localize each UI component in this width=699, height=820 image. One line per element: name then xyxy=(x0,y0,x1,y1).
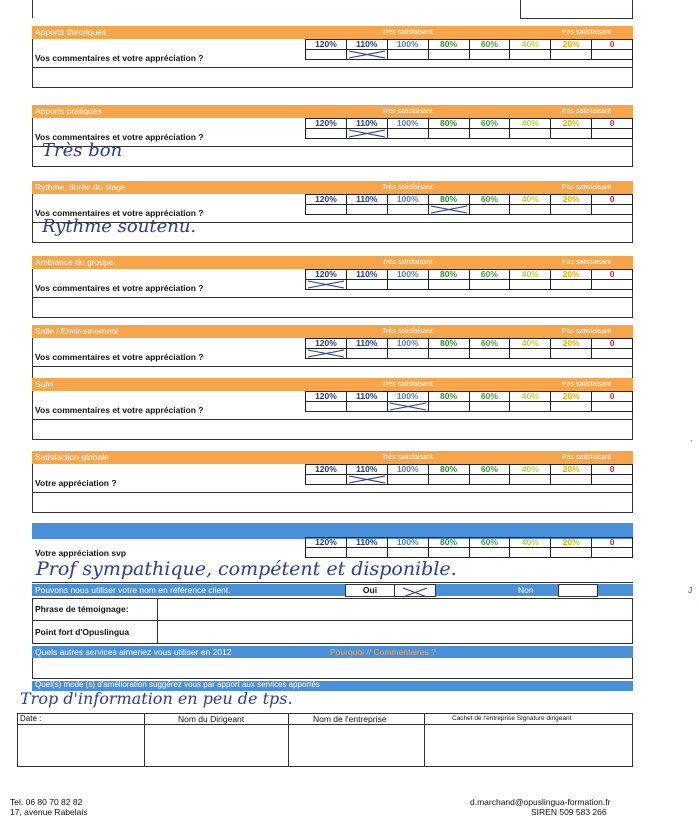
tres-satisfaisant-label: Très satisfaisant xyxy=(382,454,433,461)
scale-label: 20% xyxy=(551,339,592,349)
pas-satisfaisant-label: Pas satisfaisant xyxy=(562,454,612,461)
rating-option[interactable] xyxy=(551,402,592,412)
scale-label: 40% xyxy=(510,465,551,475)
rating-scale xyxy=(305,464,633,485)
rating-option[interactable] xyxy=(346,349,387,359)
scale-label: 20% xyxy=(551,119,592,129)
section-left-border xyxy=(32,39,33,87)
rating-option[interactable] xyxy=(592,280,633,290)
pas-satisfaisant-label: Pas satisfaisant xyxy=(562,328,612,335)
oui-label: Oui xyxy=(362,585,378,595)
rating-scale xyxy=(305,391,633,412)
rating-option[interactable] xyxy=(592,50,633,60)
sig-col-2 xyxy=(288,713,289,767)
tres-satisfaisant-label: Très satisfaisant xyxy=(382,328,433,335)
rating-option[interactable] xyxy=(387,548,428,558)
rating-option[interactable] xyxy=(510,548,551,558)
scale-label: 100% xyxy=(387,465,428,475)
section-mid-line xyxy=(32,67,633,68)
rating-option[interactable] xyxy=(387,475,428,485)
scale-label: 80% xyxy=(428,270,469,280)
entreprise-label: Nom de l'entreprise xyxy=(313,714,387,724)
sig-col-3 xyxy=(424,713,425,767)
rating-option[interactable] xyxy=(387,349,428,359)
rating-option[interactable] xyxy=(306,280,347,290)
section-mid-line xyxy=(32,419,633,420)
rating-option[interactable] xyxy=(346,205,387,215)
scale-label: 0 xyxy=(592,392,633,402)
rating-option[interactable] xyxy=(306,50,347,60)
section-bottom-line xyxy=(32,317,633,318)
rating-option[interactable] xyxy=(387,129,428,139)
rating-scale xyxy=(305,194,633,215)
rating-scale xyxy=(305,269,633,290)
scale-label: 60% xyxy=(469,339,510,349)
rating-option[interactable] xyxy=(469,205,510,215)
scale-label: 120% xyxy=(306,270,347,280)
section-question: Vos commentaires et votre appréciation ? xyxy=(35,405,204,415)
pas-satisfaisant-label: Pas satisfaisant xyxy=(562,381,612,388)
scale-label: 60% xyxy=(469,392,510,402)
section-bottom-line xyxy=(32,166,633,167)
section-title: Suivi xyxy=(35,379,54,389)
rating-scale xyxy=(305,39,633,60)
recommend-handwritten-comment: Prof sympathique, compétent et disponible. xyxy=(36,558,457,580)
scale-label: 120% xyxy=(306,119,347,129)
section-question: Vos commentaires et votre appréciation ? xyxy=(35,132,204,142)
scale-label: 110% xyxy=(346,339,387,349)
tres-satisfaisant-label: Très satisfaisant xyxy=(382,259,433,266)
recommend-rating-scale xyxy=(305,537,633,558)
cross-mark-icon xyxy=(347,50,387,59)
amelioration-question: Quel(s) mode (s) d'amélioration suggérez vous par apport aux services apportés xyxy=(35,680,320,689)
rating-option[interactable] xyxy=(469,475,510,485)
scale-label: 20% xyxy=(551,392,592,402)
rating-option[interactable] xyxy=(551,280,592,290)
rating-option[interactable] xyxy=(469,349,510,359)
section-bottom-line xyxy=(32,242,633,243)
temoignage-field[interactable] xyxy=(158,599,632,619)
section-handwritten-comment: Très bon xyxy=(42,140,123,161)
cross-mark-icon xyxy=(306,349,346,358)
section-question: Votre appréciation ? xyxy=(35,478,117,488)
recommend-bottom-line xyxy=(32,582,633,583)
oui-label-box xyxy=(345,584,395,597)
scale-label: 40% xyxy=(510,119,551,129)
rating-option[interactable] xyxy=(551,548,592,558)
rating-option[interactable] xyxy=(306,475,347,485)
scale-label: 120% xyxy=(306,538,347,548)
rating-option[interactable] xyxy=(306,129,347,139)
scale-label: 100% xyxy=(387,195,428,205)
section-mid-line xyxy=(32,366,633,367)
services-pourquoi: Pourquoi // Commentaires ? xyxy=(330,647,436,657)
rating-scale xyxy=(305,118,633,139)
section-title: Apports pratiques xyxy=(35,106,102,116)
recommend-title: Recommanderiez vous Opuslingua? xyxy=(35,538,173,548)
rating-option[interactable] xyxy=(306,205,347,215)
scale-label: 0 xyxy=(592,40,633,50)
scale-label: 60% xyxy=(469,195,510,205)
section-title: Rythme, durée du stage xyxy=(35,182,126,192)
rating-option[interactable] xyxy=(592,548,633,558)
temoignage-label: Phrase de témoignage: xyxy=(35,604,129,614)
scale-label: 80% xyxy=(428,40,469,50)
section-left-border xyxy=(32,118,33,166)
rating-option[interactable] xyxy=(592,402,633,412)
section-bottom-line xyxy=(32,87,633,88)
scale-label: 120% xyxy=(306,339,347,349)
rating-option[interactable] xyxy=(346,475,387,485)
section-question: Vos commentaires et votre appréciation ? xyxy=(35,53,204,63)
scale-label: 120% xyxy=(306,40,347,50)
rating-option[interactable] xyxy=(551,50,592,60)
rating-option[interactable] xyxy=(551,129,592,139)
scale-label: 120% xyxy=(306,195,347,205)
rating-option[interactable] xyxy=(551,205,592,215)
section-title: Salle / Environnement xyxy=(35,326,119,336)
scale-label: 80% xyxy=(428,195,469,205)
section-title: Apports théoriques xyxy=(35,27,107,37)
section-left-border xyxy=(32,391,33,439)
section-question: Vos commentaires et votre appréciation ? xyxy=(35,352,204,362)
tres-satisfaisant-label: Très satisfaisant xyxy=(382,184,433,191)
rating-option[interactable] xyxy=(428,548,469,558)
top-border-left xyxy=(32,0,33,18)
cross-mark-icon xyxy=(347,475,387,484)
rating-option[interactable] xyxy=(387,205,428,215)
recommend-header-bar xyxy=(32,523,633,536)
rating-option[interactable] xyxy=(428,402,469,412)
rating-option[interactable] xyxy=(346,548,387,558)
rating-option[interactable] xyxy=(428,205,469,215)
rating-option[interactable] xyxy=(306,548,347,558)
section-question: Vos commentaires et votre appréciation ? xyxy=(35,283,204,293)
margin-mark: , xyxy=(690,433,693,443)
rating-option[interactable] xyxy=(469,280,510,290)
scale-label: 100% xyxy=(387,339,428,349)
tres-satisfaisant-label: Très satisfaisant xyxy=(382,381,433,388)
rating-option[interactable] xyxy=(428,280,469,290)
scale-label: 40% xyxy=(510,538,551,548)
footer-siren: SIREN 509 583 266 xyxy=(531,807,607,817)
rating-option[interactable] xyxy=(346,50,387,60)
section-left-border xyxy=(32,464,33,512)
rating-option[interactable] xyxy=(306,402,347,412)
section-header-bar xyxy=(32,105,633,118)
point-fort-label: Point fort d'Opuslingua xyxy=(35,627,130,637)
sig-col-1 xyxy=(144,713,145,767)
section-header-bar xyxy=(32,181,633,194)
scale-label: 100% xyxy=(387,40,428,50)
margin-mark-2: J xyxy=(688,585,693,595)
rating-option[interactable] xyxy=(510,349,551,359)
scale-label: 110% xyxy=(346,538,387,548)
footer-email[interactable]: d.marchand@opuslingua-formation.fr xyxy=(470,797,611,807)
pas-satisfaisant-label: Pas satisfaisant xyxy=(562,29,612,36)
point-fort-field[interactable] xyxy=(158,621,632,643)
dirigeant-label: Nom du Dirigeant xyxy=(178,714,245,724)
scale-label: 40% xyxy=(510,270,551,280)
scale-label: 110% xyxy=(346,119,387,129)
rating-option[interactable] xyxy=(469,548,510,558)
section-title: Ambiance du groupe xyxy=(35,257,114,267)
rating-option[interactable] xyxy=(428,349,469,359)
scale-label: 100% xyxy=(387,538,428,548)
scale-label: 120% xyxy=(306,392,347,402)
services-question: Quels autres services aimeriez vous utiliser en 2012 xyxy=(35,647,232,657)
scale-label: 80% xyxy=(428,119,469,129)
rating-option[interactable] xyxy=(592,205,633,215)
section-left-border xyxy=(32,269,33,317)
scale-label: 40% xyxy=(510,339,551,349)
rating-option[interactable] xyxy=(469,129,510,139)
rating-option[interactable] xyxy=(510,129,551,139)
reference-question: Pouvons nous utiliser votre nom en référence client. xyxy=(35,585,231,595)
tres-satisfaisant-label: Très satisfaisant xyxy=(382,108,433,115)
footer-tel: Tel. 06 80 70 82 82 xyxy=(10,797,83,807)
scale-label: 0 xyxy=(592,339,633,349)
section-header-bar xyxy=(32,256,633,269)
section-question: Vos commentaires et votre appréciation ? xyxy=(35,208,204,218)
cachet-label: Cachet de l'entreprise Signature dirigeant xyxy=(452,715,572,722)
rating-option[interactable] xyxy=(469,402,510,412)
scale-label: 110% xyxy=(346,40,387,50)
section-mid-line xyxy=(32,492,633,493)
rating-option[interactable] xyxy=(346,402,387,412)
non-checkbox[interactable] xyxy=(558,584,598,597)
tres-satisfaisant-label: Très satisfaisant xyxy=(382,29,433,36)
scale-label: 110% xyxy=(346,195,387,205)
scale-label: 0 xyxy=(592,195,633,205)
scale-label: 20% xyxy=(551,465,592,475)
scale-label: 60% xyxy=(469,270,510,280)
rating-option[interactable] xyxy=(592,475,633,485)
rating-option[interactable] xyxy=(428,129,469,139)
section-header-bar xyxy=(32,378,633,391)
scale-label: 0 xyxy=(592,119,633,129)
services-bottom-line xyxy=(32,678,633,679)
scale-label: 110% xyxy=(346,392,387,402)
rating-option[interactable] xyxy=(428,50,469,60)
cross-mark-icon xyxy=(395,587,435,598)
scale-label: 60% xyxy=(469,119,510,129)
rating-scale xyxy=(305,338,633,359)
scale-label: 40% xyxy=(510,392,551,402)
scale-label: 100% xyxy=(387,270,428,280)
cross-mark-icon xyxy=(347,129,387,138)
pas-satisfaisant-label: Pas satisfaisant xyxy=(562,184,612,191)
non-label: Non xyxy=(518,585,534,595)
rating-option[interactable] xyxy=(346,129,387,139)
rating-option[interactable] xyxy=(551,349,592,359)
scale-label: 110% xyxy=(346,270,387,280)
rating-option[interactable] xyxy=(551,475,592,485)
section-bottom-line xyxy=(32,439,633,440)
top-border-bottom xyxy=(520,18,633,19)
scale-label: 20% xyxy=(551,195,592,205)
amelioration-handwritten-comment: Trop d'information en peu de tps. xyxy=(20,689,293,708)
scale-label: 0 xyxy=(592,270,633,280)
footer-address: 17, avenue Rabelais xyxy=(10,807,88,817)
rating-option[interactable] xyxy=(510,50,551,60)
rating-option[interactable] xyxy=(510,475,551,485)
scale-label: 100% xyxy=(387,119,428,129)
scale-label: 110% xyxy=(346,465,387,475)
top-border-right xyxy=(632,0,633,18)
services-left xyxy=(32,658,33,678)
top-border-mid xyxy=(520,0,521,18)
scale-label: 80% xyxy=(428,538,469,548)
section-handwritten-comment: Rythme soutenu. xyxy=(42,216,197,237)
scale-label: 20% xyxy=(551,270,592,280)
scale-label: 80% xyxy=(428,392,469,402)
section-header-bar xyxy=(32,325,633,338)
scale-label: 60% xyxy=(469,465,510,475)
rating-option[interactable] xyxy=(592,349,633,359)
scale-label: 120% xyxy=(306,465,347,475)
scale-label: 80% xyxy=(428,465,469,475)
rating-option[interactable] xyxy=(387,280,428,290)
rating-option[interactable] xyxy=(592,129,633,139)
rating-option[interactable] xyxy=(510,402,551,412)
date-label: Date : xyxy=(20,714,42,723)
services-right xyxy=(632,658,633,678)
rating-option[interactable] xyxy=(346,280,387,290)
pas-satisfaisant-label: Pas satisfaisant xyxy=(562,259,612,266)
scale-label: 0 xyxy=(592,465,633,475)
section-mid-line xyxy=(32,297,633,298)
rating-option[interactable] xyxy=(510,280,551,290)
scale-label: 100% xyxy=(387,392,428,402)
cross-mark-icon xyxy=(306,280,346,289)
rating-option[interactable] xyxy=(510,205,551,215)
pas-satisfaisant-label: Pas satisfaisant xyxy=(562,108,612,115)
section-bottom-line xyxy=(32,512,633,513)
section-header-bar xyxy=(32,451,633,464)
scale-label: 60% xyxy=(469,40,510,50)
section-header-bar xyxy=(32,26,633,39)
scale-label: 40% xyxy=(510,195,551,205)
scale-label: 20% xyxy=(551,538,592,548)
cross-mark-icon xyxy=(429,205,469,214)
section-left-border xyxy=(32,194,33,242)
rating-option[interactable] xyxy=(306,349,347,359)
recommend-question: Votre appréciation svp xyxy=(35,548,127,558)
scale-label: 80% xyxy=(428,339,469,349)
section-title: Satisfaction globale xyxy=(35,452,109,462)
oui-checkbox[interactable] xyxy=(394,584,436,597)
cross-mark-icon xyxy=(388,402,428,411)
scale-label: 40% xyxy=(510,40,551,50)
rating-option[interactable] xyxy=(469,50,510,60)
rating-option[interactable] xyxy=(387,50,428,60)
scale-label: 20% xyxy=(551,40,592,50)
scale-label: 0 xyxy=(592,538,633,548)
rating-option[interactable] xyxy=(387,402,428,412)
rating-option[interactable] xyxy=(428,475,469,485)
scale-label: 60% xyxy=(469,538,510,548)
